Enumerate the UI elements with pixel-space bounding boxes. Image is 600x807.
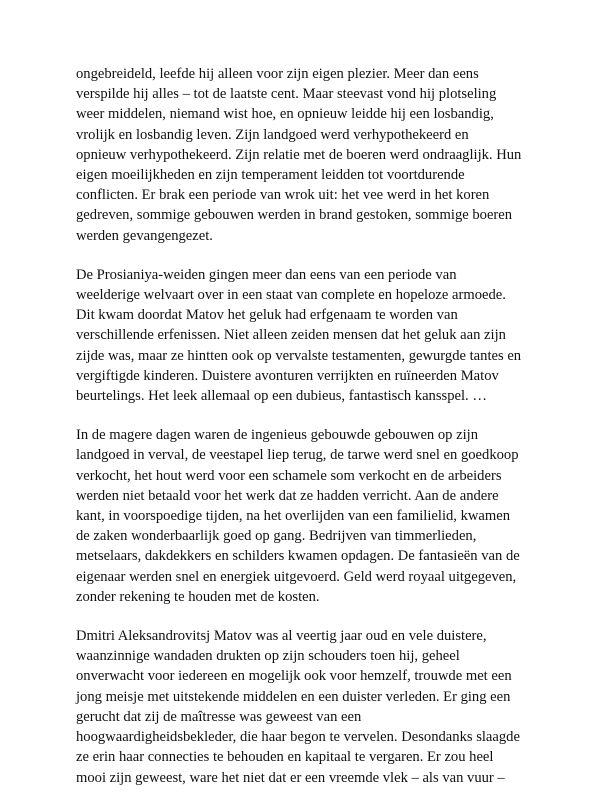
- text-line: mooi zijn geweest, ware het niet dat er een vreemde vlek – als van vuur –: [76, 769, 505, 786]
- text-line: weelderige welvaart over in een staat van complete en hopeloze armoede.: [76, 287, 506, 304]
- text-line: beurtelings. Het leek allemaal op een dubieus, fantastisch kansspel. …: [76, 388, 487, 405]
- text-line: verspilde hij alles – tot de laatste cent. Maar steevast vond hij plotseling: [76, 86, 497, 103]
- text-line: weer middelen, niemand wist hoe, en opnieuw leidde hij een losbandig,: [76, 106, 494, 123]
- text-line: vergiftigde kinderen. Duistere avonturen verrijkten en ruïneerden Matov: [76, 367, 499, 384]
- paragraph-4: [76, 626, 530, 788]
- document-page: [76, 64, 530, 807]
- text-line: eigen moeilijkheden en zijn temperament leidden tot voortdurende: [76, 167, 465, 184]
- text-line: jong meisje met uitstekende middelen en een duister verleden. Er ging een: [76, 688, 511, 705]
- text-line: eigenaar werden snel en energiek uitgevoerd. Geld werd royaal uitgegeven,: [76, 568, 517, 585]
- paragraph-2: [76, 265, 530, 406]
- text-line: vrolijk en losbandig leven. Zijn landgoed werd verhypothekeerd en: [76, 126, 469, 143]
- text-line: gedreven, sommige gebouwen werden in brand gestoken, sommige boeren: [76, 207, 513, 224]
- text-line: zonder rekening te houden met de kosten.: [76, 588, 320, 605]
- text-line: Dit kwam doordat Matov het geluk had erfgenaam te worden van: [76, 307, 458, 324]
- text-line: onverwacht voor iedereen en mogelijk ook voor hemzelf, trouwde met een: [76, 668, 512, 685]
- text-line: waanzinnige wandaden drukten op zijn schouders toen hij, geheel: [76, 648, 460, 665]
- text-line: ongebreideld, leefde hij alleen voor zijn eigen plezier. Meer dan eens: [76, 66, 479, 82]
- text-line: zijde was, maar ze hintten ook op vervalste testamenten, gewurgde tantes en: [76, 347, 522, 364]
- text-line: landgoed in verval, de veestapel liep terug, de tarwe werd snel en goedkoop: [76, 447, 519, 464]
- text-line: De Prosianiya-weiden gingen meer dan eens van een periode van: [76, 266, 457, 283]
- text-line: Dmitri Aleksandrovitsj Matov was al veertig jaar oud en vele duistere,: [76, 628, 487, 645]
- text-line: werden gevangengezet.: [76, 227, 213, 244]
- text-line: opnieuw verhypothekeerd. Zijn relatie met de boeren werd ondraaglijk. Hun: [76, 146, 522, 163]
- text-line: kant, in voorspoedige tijden, na het overlijden van een familielid, kwamen: [76, 508, 511, 525]
- paragraph-3: [76, 425, 530, 607]
- text-line: de zaken wonderbaarlijk goed op gang. Bedrijven van timmerlieden,: [76, 528, 477, 545]
- text-line: conflicten. Er brak een periode van wrok uit: het vee werd in het koren: [76, 187, 490, 204]
- text-line: metselaars, dakdekkers en schilders kwamen opdagen. De fantasieën van de: [76, 548, 520, 565]
- text-line: werden niet betaald voor het werk dat ze hadden verricht. Aan de andere: [76, 487, 499, 504]
- text-line: gerucht dat zij de maîtresse was geweest van een: [76, 708, 362, 725]
- text-line: hoogwaardigheidsbekleder, die haar begon te vervelen. Desondanks slaagde: [76, 729, 520, 746]
- text-line: In de magere dagen waren de ingenieus gebouwde gebouwen op zijn: [76, 427, 478, 444]
- text-line: ze erin haar connecties te behouden en kapitaal te vergaren. Er zou heel: [76, 749, 494, 766]
- paragraph-1: [76, 64, 530, 246]
- text-line: verkocht, het hout werd voor een schamele som verkocht en de arbeiders: [76, 467, 502, 484]
- text-line: verschillende erfenissen. Niet alleen zeiden mensen dat het geluk aan zijn: [76, 327, 506, 344]
